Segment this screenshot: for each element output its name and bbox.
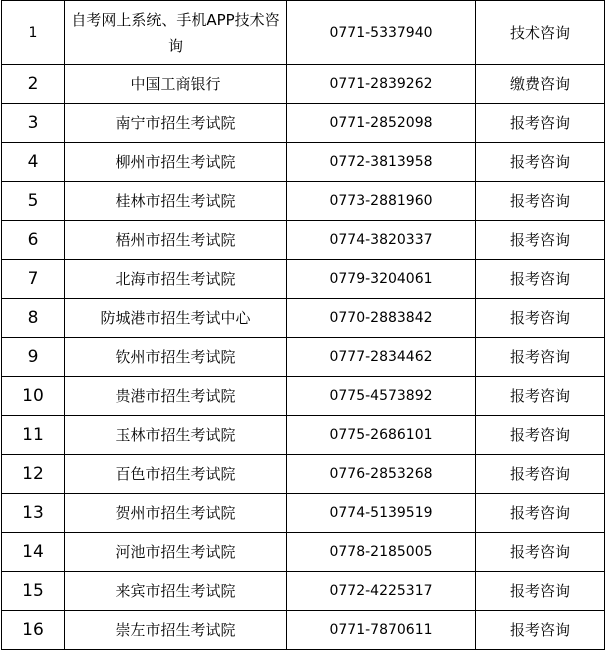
- consult-type: 报考咨询: [476, 143, 605, 182]
- consult-type: 报考咨询: [476, 572, 605, 611]
- row-index: 3: [2, 104, 65, 143]
- row-index: 13: [2, 494, 65, 533]
- contact-table-body: [2, 1, 605, 650]
- phone-number: 0779-3204061: [287, 260, 476, 299]
- consult-type: 报考咨询: [476, 299, 605, 338]
- phone-number: 0774-5139519: [287, 494, 476, 533]
- phone-number: 0771-2839262: [287, 65, 476, 104]
- consult-type: 报考咨询: [476, 104, 605, 143]
- table-row: [2, 104, 605, 143]
- row-index: 4: [2, 143, 65, 182]
- contact-table: [1, 0, 605, 650]
- table-row: [2, 416, 605, 455]
- phone-number: 0771-7870611: [287, 611, 476, 650]
- consult-type: 报考咨询: [476, 377, 605, 416]
- consult-type: 技术咨询: [476, 1, 605, 65]
- organization-cell: [65, 1, 287, 65]
- consult-type: 报考咨询: [476, 221, 605, 260]
- consult-type: 报考咨询: [476, 260, 605, 299]
- row-index: 14: [2, 533, 65, 572]
- organization-name: 玉林市招生考试院: [65, 416, 287, 455]
- organization-name: 南宁市招生考试院: [65, 104, 287, 143]
- organization-name: 柳州市招生考试院: [65, 143, 287, 182]
- organization-name: 河池市招生考试院: [65, 533, 287, 572]
- row-index: 16: [2, 611, 65, 650]
- table-row: [2, 221, 605, 260]
- consult-type: 报考咨询: [476, 338, 605, 377]
- phone-number: 0771-2852098: [287, 104, 476, 143]
- table-row: [2, 182, 605, 221]
- consult-type: 缴费咨询: [476, 65, 605, 104]
- row-index: 15: [2, 572, 65, 611]
- organization-name: 贺州市招生考试院: [65, 494, 287, 533]
- table-row: [2, 377, 605, 416]
- phone-number: 0772-4225317: [287, 572, 476, 611]
- organization-name: 百色市招生考试院: [65, 455, 287, 494]
- phone-number: 0774-3820337: [287, 221, 476, 260]
- row-index: 9: [2, 338, 65, 377]
- table-row: [2, 455, 605, 494]
- table-row: [2, 1, 605, 65]
- organization-name: 北海市招生考试院: [65, 260, 287, 299]
- row-index: 7: [2, 260, 65, 299]
- phone-number: 0776-2853268: [287, 455, 476, 494]
- organization-name: 防城港市招生考试中心: [65, 299, 287, 338]
- row-index: 11: [2, 416, 65, 455]
- row-index: 1: [2, 1, 65, 65]
- organization-name: 贵港市招生考试院: [65, 377, 287, 416]
- consult-type: 报考咨询: [476, 494, 605, 533]
- phone-number: 0770-2883842: [287, 299, 476, 338]
- phone-number: 0777-2834462: [287, 338, 476, 377]
- organization-name: 梧州市招生考试院: [65, 221, 287, 260]
- table-row: [2, 65, 605, 104]
- organization-name: 钦州市招生考试院: [65, 338, 287, 377]
- row-index: 2: [2, 65, 65, 104]
- table-row: [2, 611, 605, 650]
- phone-number: 0775-2686101: [287, 416, 476, 455]
- row-index: 5: [2, 182, 65, 221]
- organization-name: 中国工商银行: [65, 65, 287, 104]
- row-index: 8: [2, 299, 65, 338]
- phone-number: 0773-2881960: [287, 182, 476, 221]
- phone-number: 0775-4573892: [287, 377, 476, 416]
- table-row: [2, 572, 605, 611]
- phone-number: 0778-2185005: [287, 533, 476, 572]
- organization-name: 崇左市招生考试院: [65, 611, 287, 650]
- consult-type: 报考咨询: [476, 611, 605, 650]
- table-row: [2, 299, 605, 338]
- row-index: 6: [2, 221, 65, 260]
- phone-number: 0772-3813958: [287, 143, 476, 182]
- table-row: [2, 338, 605, 377]
- table-row: [2, 494, 605, 533]
- consult-type: 报考咨询: [476, 455, 605, 494]
- table-row: [2, 533, 605, 572]
- row-index: 10: [2, 377, 65, 416]
- consult-type: 报考咨询: [476, 533, 605, 572]
- organization-name: 自考网上系统、手机APP技术咨询: [71, 10, 280, 55]
- phone-number: 0771-5337940: [287, 1, 476, 65]
- table-row: [2, 260, 605, 299]
- consult-type: 报考咨询: [476, 416, 605, 455]
- organization-name: 来宾市招生考试院: [65, 572, 287, 611]
- row-index: 12: [2, 455, 65, 494]
- table-row: [2, 143, 605, 182]
- consult-type: 报考咨询: [476, 182, 605, 221]
- organization-name: 桂林市招生考试院: [65, 182, 287, 221]
